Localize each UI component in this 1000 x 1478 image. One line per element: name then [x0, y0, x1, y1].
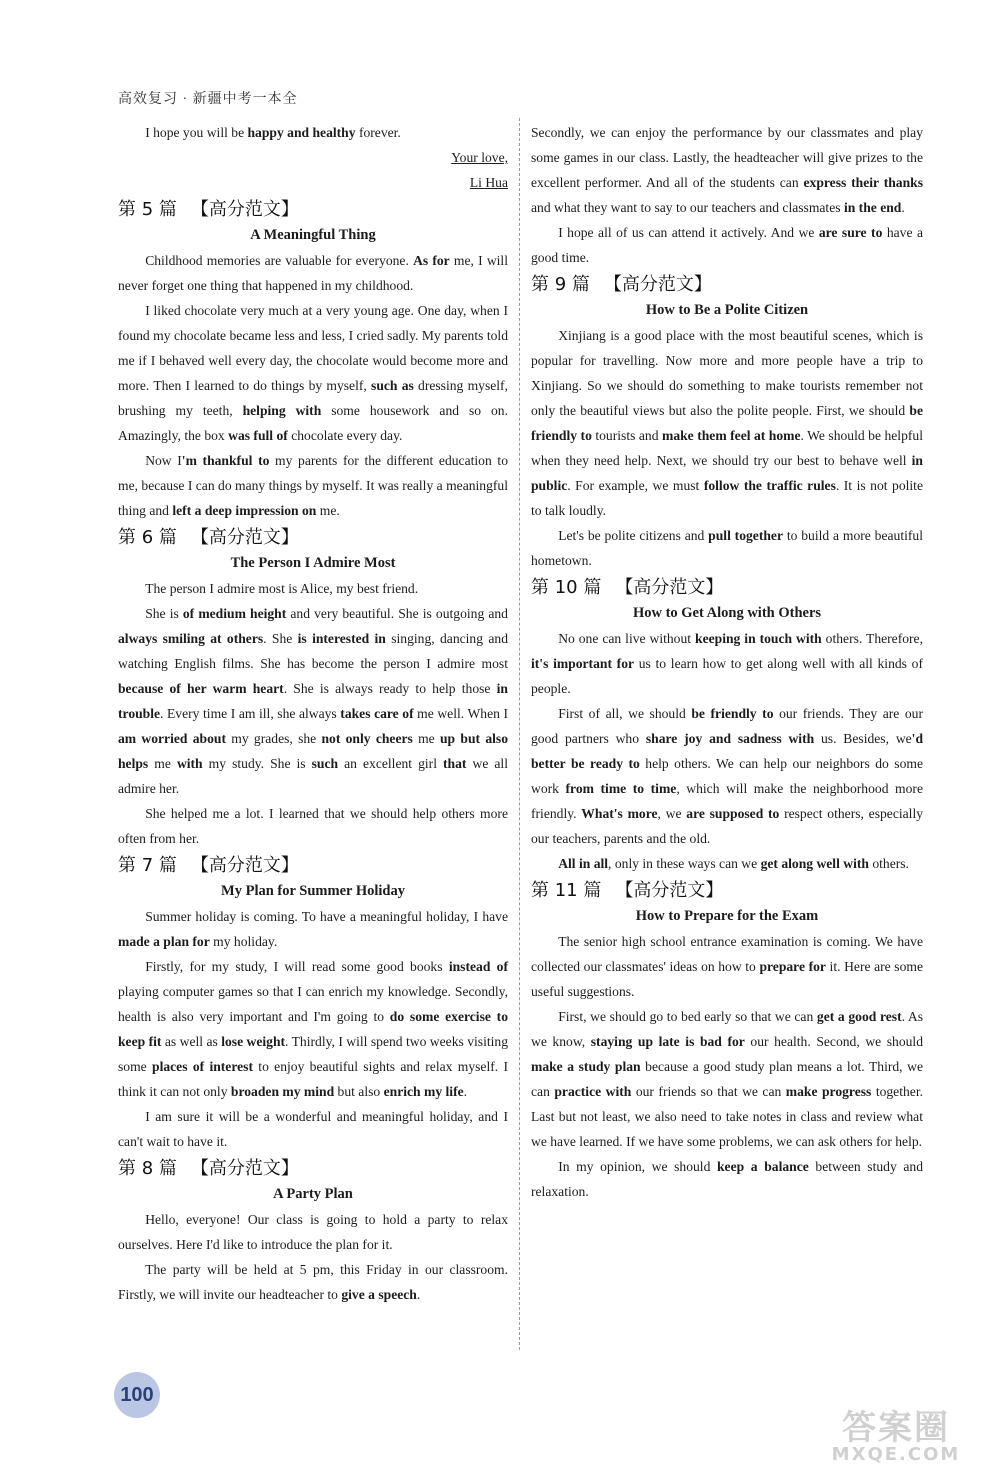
text-run: an excellent girl: [338, 756, 444, 771]
text-run: have a good time.: [531, 225, 923, 265]
paragraph: [531, 120, 923, 220]
key-phrase: share joy and sadness with: [645, 731, 815, 746]
key-phrase: pull together: [708, 528, 783, 543]
section-heading-6: 第 6 篇 【高分范文】: [118, 527, 299, 548]
key-phrase: keep a balance: [717, 1159, 809, 1174]
text-run: we all admire her.: [118, 756, 508, 796]
key-phrase: am worried about: [118, 731, 226, 746]
paragraph: [118, 954, 508, 1104]
key-phrase: takes care of: [340, 706, 414, 721]
paragraph: [118, 248, 508, 298]
section-heading-5: 第 5 篇 【高分范文】: [118, 199, 299, 220]
text-run: us to learn how to get along well with all kinds of people.: [531, 656, 923, 696]
text-run: Childhood memories are valuable for everyone.: [145, 253, 414, 268]
paragraph: [118, 601, 508, 801]
text-run: me.: [316, 503, 340, 518]
paragraph: [118, 298, 508, 448]
text-run: Summer holiday is coming. To have a meaningful holiday, I have: [145, 909, 508, 924]
text-run: I liked chocolate very much at a very young age. One day, when I found my chocolate became less and less, I cried sadly. My parents told me if I behaved well every day, the chocolate would become more and more. Then I learned to do things by myself,: [118, 303, 508, 393]
essay-title-11: How to Prepare for the Exam: [635, 908, 819, 924]
key-phrase: practice with: [554, 1084, 632, 1099]
key-phrase: left a deep impression on: [172, 503, 317, 518]
text-run: The senior high school entrance examination is coming. We have collected our classmates' ideas on how to: [531, 934, 923, 974]
text-run: She helped me a lot. I learned that we should help others more often from her.: [118, 806, 508, 846]
key-phrase: give a speech: [341, 1287, 417, 1302]
text-run: . We should be helpful when they need help. Next, we should try our best to behave well: [531, 428, 923, 468]
key-phrase: prepare for: [759, 959, 826, 974]
signature-closing: Your love,: [451, 150, 508, 165]
paragraph: [531, 851, 923, 876]
key-phrase: make them feel at home: [662, 428, 801, 443]
text-run: tourists and: [591, 428, 662, 443]
section-heading-7: 第 7 篇 【高分范文】: [118, 855, 299, 876]
paragraph: [531, 1004, 923, 1154]
text-run: , only in these ways can we: [608, 856, 761, 871]
text-run: The party will be held at 5 pm, this Friday in our classroom. Firstly, we will invite our headteacher to: [118, 1262, 508, 1302]
key-phrase: 'm thankful to: [181, 453, 270, 468]
essay-title-10: How to Get Along with Others: [632, 605, 822, 621]
text-run: help others. We can help our neighbors do some work: [531, 756, 923, 796]
key-phrase: was full of: [228, 428, 288, 443]
key-phrase: of medium height: [182, 606, 287, 621]
essay-title-9: How to Be a Polite Citizen: [645, 302, 809, 318]
text-run: . For example, we must: [567, 478, 704, 493]
paragraph: [531, 523, 923, 573]
paragraph: [531, 929, 923, 1004]
text-run: chocolate every day.: [287, 428, 403, 443]
text-run: together. Last but not least, we also need to take notes in class and review what we have learned. If we have some problems, we can ask others for help.: [531, 1084, 923, 1149]
text-run: First, we should go to bed early so that we can: [558, 1009, 817, 1024]
paragraph: [118, 576, 508, 601]
key-phrase: from time to time: [565, 781, 677, 796]
key-phrase: follow the traffic rules: [703, 478, 836, 493]
key-phrase: be friendly to: [531, 403, 923, 443]
text-run: I am sure it will be a wonderful and meaningful holiday, and I can't wait to have it.: [118, 1109, 508, 1149]
text-run: She is: [145, 606, 183, 621]
text-run: . As we know,: [531, 1009, 923, 1049]
text-run: to enjoy beautiful sights and relax myself. I think it can not only: [118, 1059, 508, 1099]
key-phrase: that: [443, 756, 467, 771]
key-phrase: always smiling at others: [118, 631, 264, 646]
key-phrase: such as: [371, 378, 414, 393]
section-heading-8: 第 8 篇 【高分范文】: [118, 1158, 299, 1179]
text-run: I hope all of us can attend it actively. And we: [558, 225, 819, 240]
text-run: our health. Second, we should: [744, 1034, 924, 1049]
key-phrase: not only cheers: [321, 731, 413, 746]
text-run: our friends. They are our good partners who: [531, 706, 923, 746]
section-heading-10: 第 10 篇 【高分范文】: [531, 577, 724, 598]
key-phrase: 'd better be ready to: [531, 731, 924, 771]
text-run: my parents for the different education to me, because I can do many things by myself. It was really a meaningful thing and: [118, 453, 508, 518]
paragraph: [118, 801, 508, 851]
paragraph: [118, 1104, 508, 1154]
key-phrase: What's more: [581, 806, 658, 821]
text-run: us. Besides, we: [814, 731, 912, 746]
essay-title-8: A Party Plan: [273, 1186, 353, 1202]
key-phrase: be friendly to: [691, 706, 774, 721]
paragraph: [531, 626, 923, 701]
key-phrase: enrich my life: [383, 1084, 464, 1099]
text-run: First of all, we should: [558, 706, 692, 721]
key-phrase: up but also helps: [118, 731, 508, 771]
column-divider: [519, 118, 520, 1350]
key-phrase: is interested in: [297, 631, 386, 646]
paragraph: [118, 448, 508, 523]
text-run: me: [412, 731, 440, 746]
key-phrase: As for: [413, 253, 450, 268]
key-phrase: make progress: [785, 1084, 872, 1099]
key-phrase: staying up late is bad for: [590, 1034, 745, 1049]
text-run: as well as: [161, 1034, 222, 1049]
text-run: my study. She is: [202, 756, 312, 771]
text-run: dressing myself, brushing my teeth,: [118, 378, 508, 418]
text-run: between study and relaxation.: [531, 1159, 923, 1199]
paragraph: [118, 1257, 508, 1307]
text-run: it. Here are some useful suggestions.: [531, 959, 923, 999]
key-phrase: in trouble: [118, 681, 508, 721]
key-phrase: get a good rest: [816, 1009, 902, 1024]
text-run: No one can live without: [558, 631, 696, 646]
text-run: , we: [657, 806, 687, 821]
key-phrase: made a plan for: [118, 934, 210, 949]
text-run: my grades, she: [225, 731, 322, 746]
text-run: .: [463, 1084, 468, 1099]
key-phrase: All in all: [558, 856, 609, 871]
text-run: Hello, everyone! Our class is going to hold a party to relax ourselves. Here I'd like to introduce the plan for it.: [118, 1212, 508, 1252]
key-phrase: with: [176, 756, 203, 771]
text-run: Now I: [145, 453, 182, 468]
paragraph: [531, 323, 923, 523]
paragraph: [118, 1207, 508, 1257]
text-run: The person I admire most is Alice, my best friend.: [145, 581, 419, 596]
text-run: and very beautiful. She is outgoing and: [286, 606, 508, 621]
text-run: our friends so that we can: [631, 1084, 786, 1099]
essay-title-6: The Person I Admire Most: [230, 555, 396, 571]
paragraph: [531, 1154, 923, 1204]
closing-line: [118, 120, 508, 145]
text-run: Firstly, for my study, I will read some good books: [145, 959, 449, 974]
key-phrase: express their thanks: [803, 175, 923, 190]
text-run: Xinjiang is a good place with the most beautiful scenes, which is popular for travelling. Now more and more people have a trip to Xinjiang. So we should do something to make tourists remember not only the beautiful views but also the polite people. First, we should: [531, 328, 923, 418]
text-run: others. Therefore,: [821, 631, 923, 646]
text-run: me: [148, 756, 177, 771]
text-run: some housework and so on. Amazingly, the box: [118, 403, 508, 443]
key-phrase: make a study plan: [531, 1059, 641, 1074]
left-column: [118, 120, 508, 1307]
text-run: .: [901, 200, 905, 215]
key-phrase: in the end: [843, 200, 902, 215]
text-run: but also: [334, 1084, 384, 1099]
key-phrase: in public: [531, 453, 923, 493]
text-run: . Every time I am ill, she always: [160, 706, 341, 721]
text-run: . She: [263, 631, 298, 646]
key-phrase: instead of: [448, 959, 508, 974]
key-phrase: places of interest: [152, 1059, 253, 1074]
text-run: me well. When I: [413, 706, 509, 721]
signature-name: Li Hua: [469, 175, 508, 190]
section-heading-9: 第 9 篇 【高分范文】: [531, 274, 712, 295]
paragraph: [118, 904, 508, 954]
key-phrase: keeping in touch with: [695, 631, 822, 646]
text-run: others.: [868, 856, 909, 871]
text-run: my holiday.: [209, 934, 278, 949]
text-run: and what they want to say to our teachers and classmates: [531, 200, 844, 215]
text-run: .: [416, 1287, 421, 1302]
key-phrase: are supposed to: [686, 806, 780, 821]
text-run: I hope you will be: [145, 125, 248, 140]
paragraph: [531, 701, 923, 851]
page-header: 高效复习 · 新疆中考一本全: [118, 92, 298, 107]
watermark-logo: 答案圈 MXQE.COM: [831, 1408, 961, 1465]
key-phrase: do some exercise to keep fit: [118, 1009, 509, 1049]
text-run: respect others, especially our teachers, parents and the old.: [531, 806, 924, 846]
key-phrase: broaden my mind: [230, 1084, 335, 1099]
text-run: to build a more beautiful hometown.: [531, 528, 923, 568]
text-run: Secondly, we can enjoy the performance by our classmates and play some games in our class. Lastly, the headteacher will give prizes to the excellent performer. And all of the students can: [531, 125, 923, 190]
text-run: because a good study plan means a lot. Third, we can: [531, 1059, 923, 1099]
text-run: playing computer games so that I can enrich my knowledge. Secondly, health is also very important and I'm going to: [118, 984, 508, 1024]
text-run: Let's be polite citizens and: [558, 528, 709, 543]
key-phrase: helping with: [242, 403, 322, 418]
text-run: forever.: [355, 125, 401, 140]
paragraph: [531, 220, 923, 270]
text-run: In my opinion, we should: [558, 1159, 717, 1174]
key-phrase: get along well with: [760, 856, 869, 871]
text-run: . It is not polite to talk loudly.: [531, 478, 923, 518]
text-run: . She is always ready to help those: [283, 681, 497, 696]
key-phrase: because of her warm heart: [118, 681, 284, 696]
section-heading-11: 第 11 篇 【高分范文】: [531, 880, 724, 901]
key-phrase: such: [311, 756, 339, 771]
text-run: , which will make the neighborhood more friendly.: [531, 781, 923, 821]
key-phrase: it's important for: [531, 656, 635, 671]
essay-title-5: A Meaningful Thing: [250, 227, 376, 243]
key-phrase: are sure to: [818, 225, 883, 240]
text-run: singing, dancing and watching English films. She has become the person I admire most: [118, 631, 508, 671]
page-number-badge: 100: [114, 1372, 160, 1418]
text-run: me, I will never forget one thing that happened in my childhood.: [118, 253, 508, 293]
right-column: [531, 120, 923, 1204]
key-phrase: happy and healthy: [247, 125, 356, 140]
key-phrase: lose weight: [221, 1034, 286, 1049]
text-run: . Thirdly, I will spend two weeks visiting some: [118, 1034, 508, 1074]
essay-title-7: My Plan for Summer Holiday: [221, 883, 405, 899]
